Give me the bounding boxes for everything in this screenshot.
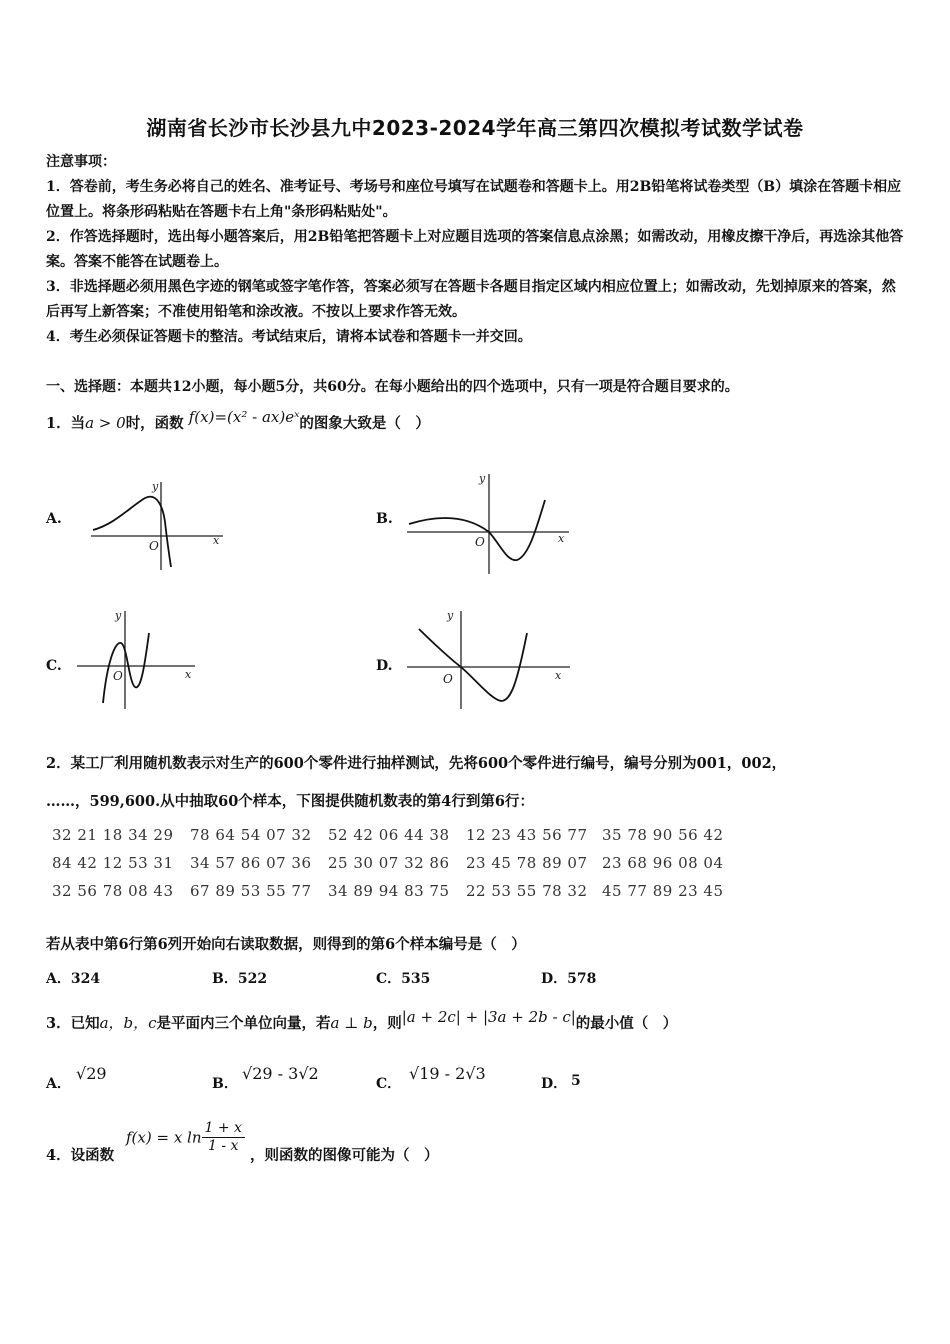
question-3 — [46, 1008, 678, 1033]
random-cell: 52 42 06 44 38 — [328, 826, 450, 844]
q3-mid: 是平面内三个单位向量，若 — [156, 1015, 331, 1032]
notice-section — [46, 150, 908, 350]
random-cell: 23 45 78 89 07 — [466, 854, 588, 872]
q4-function — [126, 1120, 245, 1155]
q1-option-a-graph — [85, 472, 225, 572]
q3-vars: a，b，c — [99, 1014, 157, 1032]
q4-prefix: 4．设函数 — [46, 1147, 115, 1164]
random-cell: 12 23 43 56 77 — [466, 826, 588, 844]
question-1 — [46, 408, 430, 433]
random-cell: 23 68 96 08 04 — [602, 854, 724, 872]
random-cell: 32 56 78 08 43 — [52, 882, 174, 900]
q1-a-y-label: y — [152, 480, 159, 493]
q4-fraction-numerator: 1 + x — [202, 1120, 245, 1138]
q1-suffix: 的图象大致是（ ） — [299, 415, 430, 432]
q1-a-x-label: x — [213, 534, 220, 547]
q1-option-b-graph — [405, 466, 575, 576]
q1-prefix: 1．当 — [46, 415, 86, 432]
q1-c-y-label: y — [115, 609, 122, 622]
q1-option-d-graph — [405, 603, 575, 713]
exam-title: 湖南省长沙市长沙县九中2023-2024学年高三第四次模拟考试数学试卷 — [146, 116, 804, 140]
q1-c-x-label: x — [185, 668, 192, 681]
q3-suffix: 的最小值（ ） — [575, 1015, 678, 1032]
q1-c-origin-label: O — [113, 669, 123, 683]
q3-option-d-label: D． — [541, 1076, 568, 1092]
q2-option-b: B．522 — [212, 971, 268, 987]
q1-d-x-label: x — [555, 669, 562, 682]
q3-perp: a ⊥ b — [330, 1014, 373, 1032]
notice-item-2: 2．作答选择题时，选出每小题答案后，用2B铅笔把答题卡上对应题目选项的答案信息点涂黑；如需改动，用橡皮擦干净后，再选涂其他答案。答案不能答在试题卷上。 — [46, 229, 904, 270]
random-cell: 67 89 53 55 77 — [190, 882, 312, 900]
random-cell: 35 78 90 56 42 — [602, 826, 724, 844]
q1-d-origin-label: O — [443, 672, 453, 686]
q4-suffix: ，则函数的图像可能为（ ） — [250, 1147, 439, 1164]
q1-b-x-label: x — [558, 532, 565, 545]
q3-option-c-label: C． — [376, 1076, 402, 1092]
q3-prefix: 3．已知 — [46, 1015, 100, 1032]
q1-option-c-graph — [75, 603, 200, 713]
q1-a-origin-label: O — [149, 539, 159, 553]
notice-item-4: 4．考生必须保证答题卡的整洁。考试结束后，请将本试卷和答题卡一并交回。 — [46, 329, 532, 345]
random-cell: 34 89 94 83 75 — [328, 882, 450, 900]
q1-option-d-label: D. — [376, 658, 393, 674]
q3-option-b-label: B． — [212, 1076, 238, 1092]
q4-func-lhs: f(x) = x ln — [126, 1128, 202, 1147]
random-cell: 84 42 12 53 31 — [52, 854, 174, 872]
q2-option-a: A．324 — [46, 971, 101, 987]
notice-item-1: 1．答卷前，考生务必将自己的姓名、准考证号、考场号和座位号填写在试题卷和答题卡上。用2B铅笔将试卷类型（B）填涂在答题卡相应位置上。将条形码粘贴在答题卡右上角"条形码粘贴处"。 — [46, 179, 902, 220]
random-cell: 32 21 18 34 29 — [52, 826, 174, 844]
q1-mid: 时，函数 — [125, 415, 184, 432]
random-cell: 25 30 07 32 86 — [328, 854, 450, 872]
random-cell: 22 53 55 78 32 — [466, 882, 588, 900]
q1-function: f(x)=(x² - ax)eˣ — [188, 408, 300, 426]
q1-option-b-label: B. — [376, 511, 393, 527]
random-cell: 78 64 54 07 32 — [190, 826, 312, 844]
q1-d-y-label: y — [447, 609, 454, 622]
q3-expression: |a + 2c| + |3a + 2b - c| — [401, 1008, 576, 1026]
q3-option-b-value: √29 - 3√2 — [242, 1064, 319, 1083]
q1-option-a-label: A. — [46, 511, 62, 527]
q2-question: 若从表中第6行第6列开始向右读取数据，则得到的第6个样本编号是（ ） — [46, 936, 526, 953]
q3-option-c-value: √19 - 2√3 — [409, 1064, 486, 1083]
q1-b-y-label: y — [479, 472, 486, 485]
q2-option-c: C．535 — [376, 971, 431, 987]
notice-heading: 注意事项： — [46, 154, 116, 170]
q4-fraction — [202, 1120, 245, 1155]
q3-option-a-label: A． — [46, 1076, 71, 1092]
q3-option-a-value: √29 — [76, 1064, 107, 1083]
q3-option-d-value: 5 — [571, 1073, 581, 1089]
q2-line-1: 2．某工厂利用随机数表示对生产的600个零件进行抽样测试，先将600个零件进行编号，编号分别为001，002， — [46, 755, 787, 772]
q1-option-c-label: C. — [46, 658, 62, 674]
notice-item-3: 3．非选择题必须用黑色字迹的钢笔或签字笔作答，答案必须写在答题卡各题目指定区域内相应位置上；如需改动，先划掉原来的答案，然后再写上新答案；不准使用铅笔和涂改液。不按以上要求作答无效。 — [46, 279, 896, 320]
q1-condition: a > 0 — [85, 414, 126, 432]
q2-line-2: ……，599,600.从中抽取60个样本，下图提供随机数表的第4行到第6行： — [46, 793, 534, 810]
q4-fraction-denominator: 1 - x — [208, 1138, 239, 1154]
q1-b-origin-label: O — [475, 535, 485, 549]
q3-mid2: ，则 — [372, 1015, 402, 1032]
section-heading: 一、选择题：本题共12小题，每小题5分，共60分。在每小题给出的四个选项中，只有一项是符合题目要求的。 — [46, 379, 739, 395]
random-cell: 45 77 89 23 45 — [602, 882, 724, 900]
q2-option-d: D．578 — [541, 971, 597, 987]
random-cell: 34 57 86 07 36 — [190, 854, 312, 872]
